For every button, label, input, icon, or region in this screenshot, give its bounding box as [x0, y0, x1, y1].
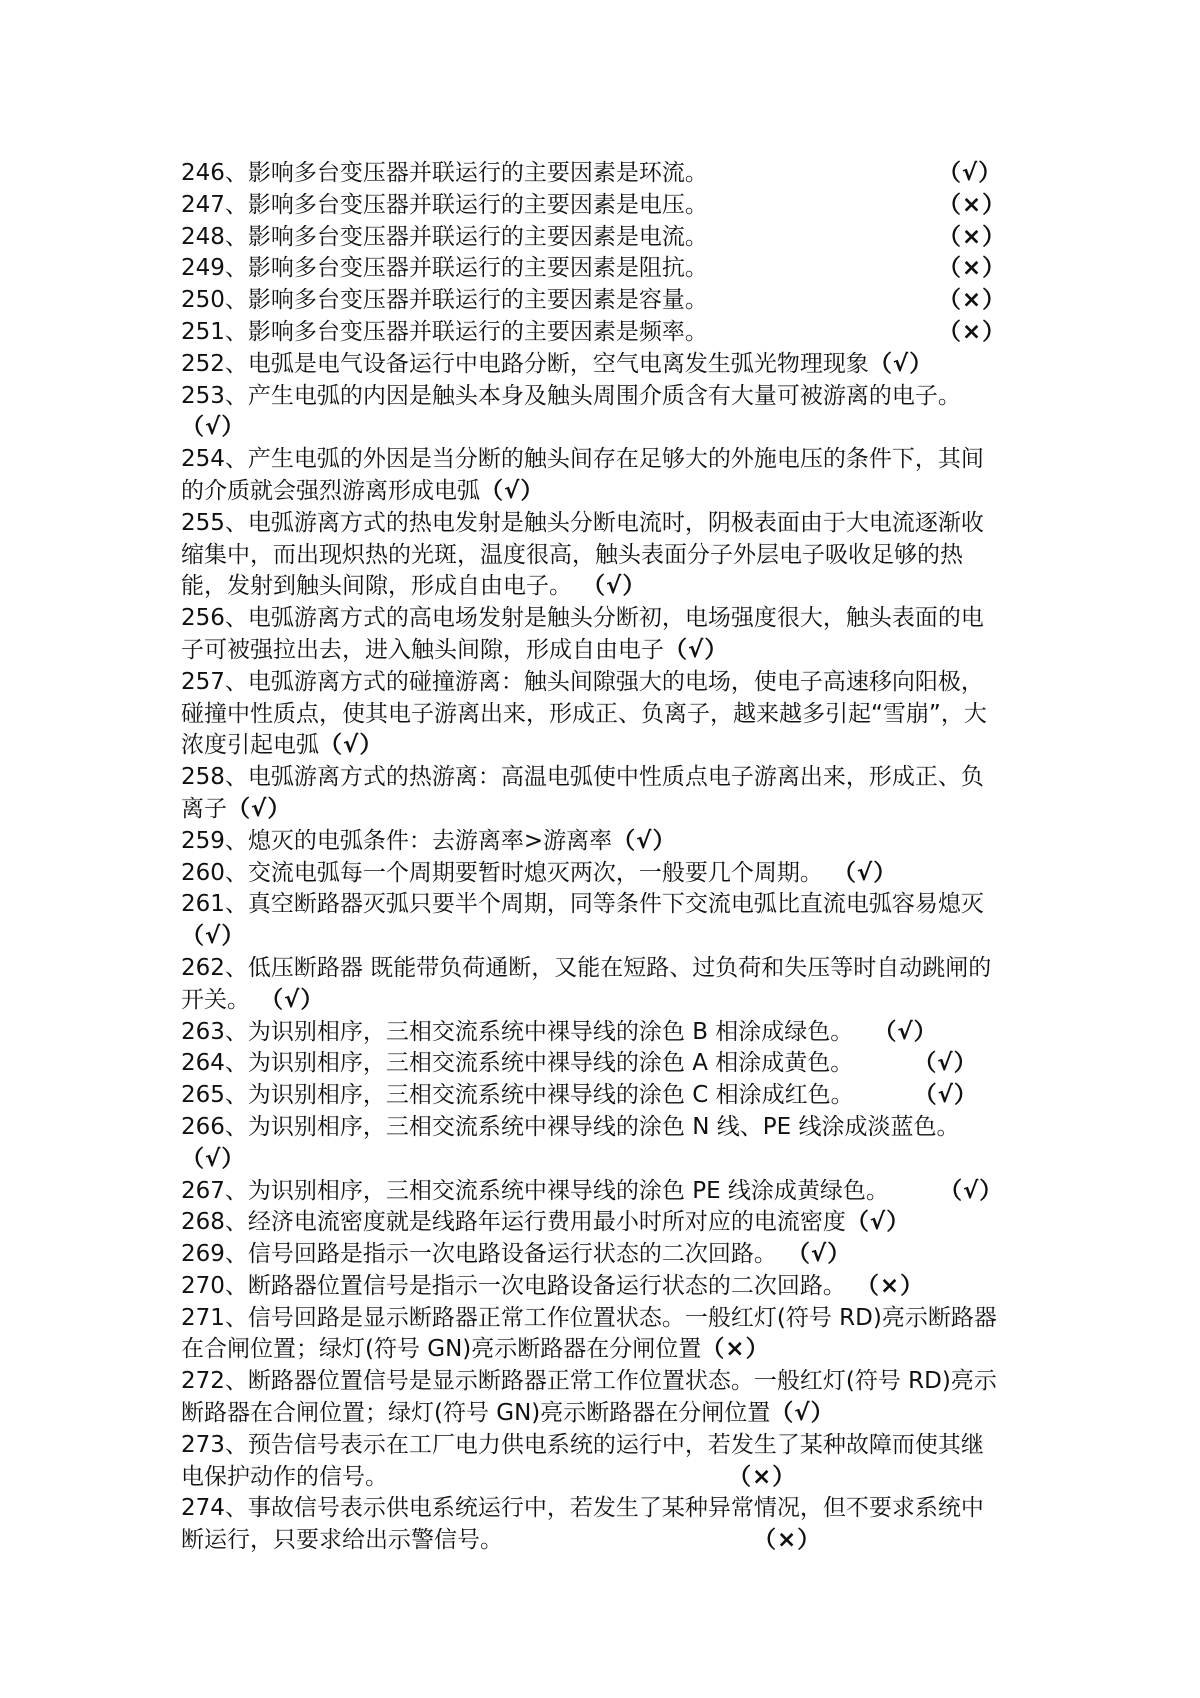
line-text: 257、电弧游离方式的碰撞游离：触头间隙强大的电场，使电子高速移向阳极，: [181, 668, 984, 695]
line-text: 的介质就会强烈游离形成电弧: [181, 477, 480, 504]
answer-mark: （×）: [937, 191, 1007, 218]
text-line: [181, 1398, 1033, 1430]
answer-mark: （√）: [181, 414, 246, 441]
line-text: 268、经济电流密度就是线路年运行费用最小时所对应的电流密度: [181, 1209, 846, 1236]
line-text: 259、熄灭的电弧条件：去游离率>游离率: [181, 827, 613, 854]
line-text: 252、电弧是电气设备运行中电路分断，空气电离发生弧光物理现象: [181, 350, 869, 377]
line-text: 缩集中，而出现炽热的光斑，温度很高，触头表面分子外层电子吸收足够的热: [181, 541, 963, 568]
text-line: [181, 1525, 1033, 1557]
text-line: [181, 1493, 1033, 1525]
answer-mark: （√）: [913, 1082, 978, 1109]
line-text: 274、事故信号表示供电系统运行中，若发生了某种异常情况，但不要求系统中: [181, 1495, 984, 1522]
line-text: 260、交流电弧每一个周期要暂时熄灭两次，一般要几个周期。: [181, 859, 823, 886]
text-line: [181, 699, 1033, 731]
text-line: [181, 158, 1033, 190]
line-text: 263、为识别相序，三相交流系统中裸导线的涂色 B 相涂成绿色。: [181, 1018, 854, 1045]
text-line: [181, 1334, 1033, 1366]
answer-mark: （√）: [938, 1177, 1004, 1204]
document-body: [181, 158, 1033, 1557]
text-line: [181, 1080, 1033, 1112]
answer-mark: （×）: [937, 223, 1007, 250]
answer-mark: （√）: [260, 986, 325, 1013]
answer-mark: （√）: [786, 1241, 852, 1268]
line-text: 能，发射到触头间隙，形成自由电子。: [181, 573, 572, 600]
text-line: [181, 1144, 1033, 1176]
text-line: [181, 730, 1033, 762]
text-line: [181, 762, 1033, 794]
line-text: 开关。: [181, 986, 250, 1013]
text-line: [181, 953, 1033, 985]
line-text: 256、电弧游离方式的高电场发射是触头分断初，电场强度很大，触头表面的电: [181, 605, 984, 632]
answer-mark: （√）: [913, 1050, 978, 1077]
line-text: 270、断路器位置信号是指示一次电路设备运行状态的二次回路。: [181, 1272, 846, 1299]
line-text: 258、电弧游离方式的热游离：高温电弧使中性质点电子游离出来，形成正、负: [181, 764, 984, 791]
answer-mark: （×）: [937, 255, 1007, 282]
text-line: [181, 1430, 1033, 1462]
answer-mark: （√）: [181, 923, 246, 950]
line-text: 266、为识别相序，三相交流系统中裸导线的涂色 N 线、PE 线涂成淡蓝色。: [181, 1113, 960, 1140]
text-line: [181, 635, 1033, 667]
answer-mark: （√）: [664, 636, 729, 663]
text-line: [181, 1207, 1033, 1239]
line-text: 272、断路器位置信号是显示断路器正常工作位置状态。一般红灯(符号 RD)亮示: [181, 1368, 997, 1395]
text-line: [181, 826, 1033, 858]
answer-mark: （×）: [728, 1463, 797, 1490]
line-text: 248、影响多台变压器并联运行的主要因素是电流。: [181, 223, 708, 250]
text-line: [181, 858, 1033, 890]
answer-mark: （√）: [480, 477, 545, 504]
text-line: [181, 444, 1033, 476]
answer-mark: （×）: [937, 287, 1007, 314]
line-text: 267、为识别相序，三相交流系统中裸导线的涂色 PE 线涂成黄绿色。: [181, 1177, 889, 1204]
text-line: [181, 1303, 1033, 1335]
text-line: [181, 412, 1033, 444]
text-line: [181, 253, 1033, 285]
text-line: [181, 222, 1033, 254]
text-line: [181, 1017, 1033, 1049]
text-line: [181, 985, 1033, 1017]
answer-mark: （×）: [855, 1272, 925, 1299]
text-line: [181, 285, 1033, 317]
line-text: 251、影响多台变压器并联运行的主要因素是频率。: [181, 318, 708, 345]
line-text: 离子: [181, 795, 227, 822]
text-line: [181, 1112, 1033, 1144]
text-line: [181, 1176, 1033, 1208]
line-text: 262、低压断路器 既能带负荷通断，又能在短路、过负荷和失压等时自动跳闸的: [181, 954, 992, 981]
text-line: [181, 603, 1033, 635]
answer-mark: （√）: [770, 1400, 835, 1427]
line-text: 在合闸位置；绿灯(符号 GN)亮示断路器在分闸位置: [181, 1336, 702, 1363]
answer-mark: （×）: [937, 318, 1007, 345]
answer-mark: （√）: [832, 859, 898, 886]
answer-mark: （√）: [873, 1018, 938, 1045]
answer-mark: （√）: [868, 350, 934, 377]
answer-mark: （√）: [319, 732, 384, 759]
line-text: 264、为识别相序，三相交流系统中裸导线的涂色 A 相涂成黄色。: [181, 1050, 854, 1077]
text-line: [181, 317, 1033, 349]
line-text: 261、真空断路器灭弧只要半个周期，同等条件下交流电弧比直流电弧容易熄灭: [181, 891, 984, 918]
text-line: [181, 508, 1033, 540]
answer-mark: （×）: [753, 1527, 822, 1554]
text-line: [181, 889, 1033, 921]
answer-mark: （√）: [181, 1145, 246, 1172]
line-text: 浓度引起电弧: [181, 732, 319, 759]
line-text: 255、电弧游离方式的热电发射是触头分断电流时，阴极表面由于大电流逐渐收: [181, 509, 984, 536]
line-text: 273、预告信号表示在工厂电力供电系统的运行中，若发生了某种故障而使其继: [181, 1431, 984, 1458]
text-line: [181, 381, 1033, 413]
text-line: [181, 1048, 1033, 1080]
line-text: 265、为识别相序，三相交流系统中裸导线的涂色 C 相涂成红色。: [181, 1082, 854, 1109]
line-text: 断运行，只要求给出示警信号。: [181, 1527, 503, 1554]
text-line: [181, 1366, 1033, 1398]
line-text: 断路器在合闸位置；绿灯(符号 GN)亮示断路器在分闸位置: [181, 1400, 771, 1427]
text-line: [181, 794, 1033, 826]
answer-mark: （√）: [937, 160, 1003, 186]
line-text: 253、产生电弧的内因是触头本身及触头周围介质含有大量可被游离的电子。: [181, 382, 961, 409]
line-text: 271、信号回路是显示断路器正常工作位置状态。一般红灯(符号 RD)亮示断路器: [181, 1304, 997, 1331]
text-line: [181, 190, 1033, 222]
line-text: 246、影响多台变压器并联运行的主要因素是环流。: [181, 160, 708, 186]
answer-mark: （√）: [612, 827, 677, 854]
line-text: 电保护动作的信号。: [181, 1463, 388, 1490]
text-line: [181, 1462, 1033, 1494]
line-text: 254、产生电弧的外因是当分断的触头间存在足够大的外施电压的条件下，其间: [181, 446, 984, 473]
answer-mark: （×）: [701, 1336, 770, 1363]
text-line: [181, 1239, 1033, 1271]
text-line: [181, 571, 1033, 603]
line-text: 269、信号回路是指示一次电路设备运行状态的二次回路。: [181, 1241, 777, 1268]
line-text: 247、影响多台变压器并联运行的主要因素是电压。: [181, 191, 708, 218]
text-line: [181, 540, 1033, 572]
text-line: [181, 476, 1033, 508]
line-text: 250、影响多台变压器并联运行的主要因素是容量。: [181, 287, 708, 314]
text-line: [181, 1271, 1033, 1303]
line-text: 子可被强拉出去，进入触头间隙，形成自由电子: [181, 636, 664, 663]
answer-mark: （√）: [582, 573, 647, 600]
answer-mark: （√）: [227, 795, 292, 822]
line-text: 249、影响多台变压器并联运行的主要因素是阻抗。: [181, 255, 708, 282]
answer-mark: （√）: [845, 1209, 911, 1236]
line-text: 碰撞中性质点，使其电子游离出来，形成正、负离子，越来越多引起“雪崩”，大: [181, 700, 987, 727]
text-line: [181, 349, 1033, 381]
text-line: [181, 921, 1033, 953]
text-line: [181, 667, 1033, 699]
